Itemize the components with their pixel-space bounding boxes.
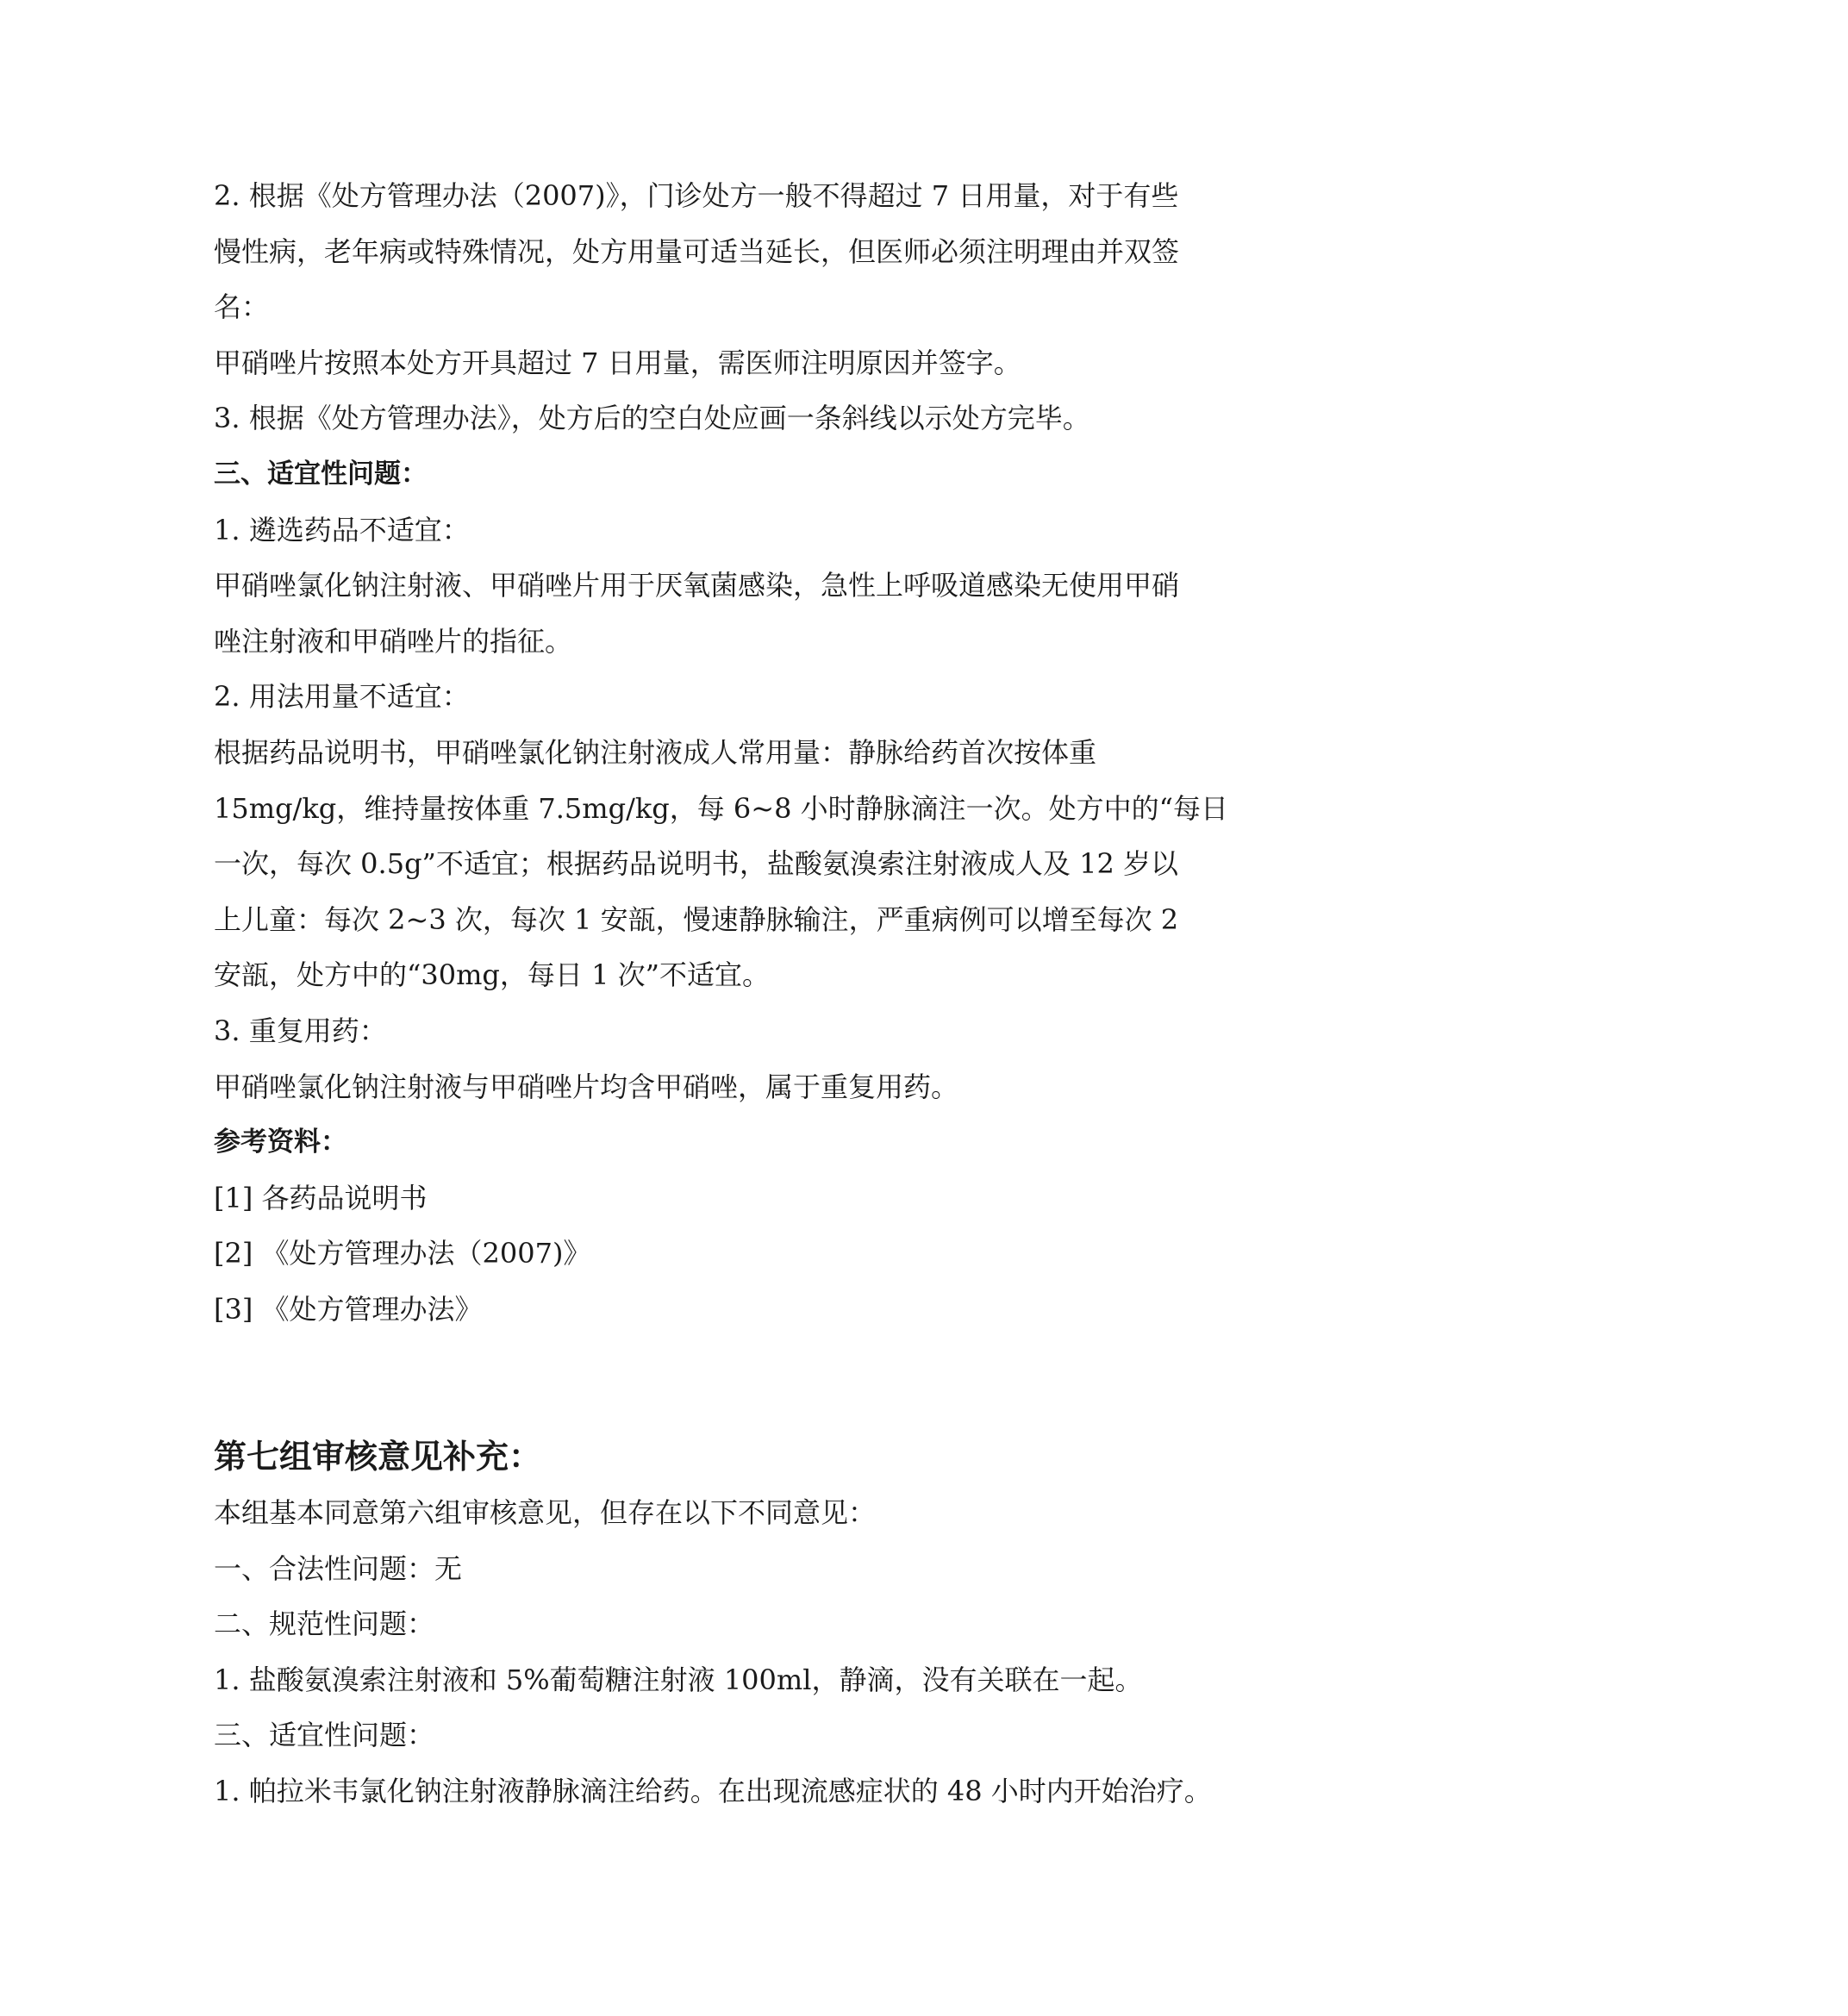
text-line: 一、合法性问题：无	[214, 1551, 463, 1585]
references-heading: 参考资料：	[214, 1127, 347, 1158]
reference-item: [1] 各药品说明书	[214, 1181, 428, 1214]
text-line: 名：	[214, 290, 270, 324]
document-page	[214, 168, 1696, 1819]
text-line: 15mg/kg，维持量按体重 7.5mg/kg，每 6~8 小时静脉滴注一次。处方中的“每日	[214, 791, 1228, 825]
text-line: 本组基本同意第六组审核意见，但存在以下不同意见：	[214, 1496, 877, 1530]
text-line: 2. 用法用量不适宜：	[214, 680, 470, 714]
reference-item: [3] 《处方管理办法》	[214, 1292, 483, 1326]
text-line: 一次，每次 0.5g”不适宜；根据药品说明书，盐酸氨溴索注射液成人及 12 岁以	[214, 847, 1178, 881]
text-line: 3. 根据《处方管理办法》，处方后的空白处应画一条斜线以示处方完毕。	[214, 402, 1090, 435]
section-gap	[214, 1337, 1696, 1429]
text-line: 三、适宜性问题：	[214, 1719, 435, 1752]
text-line: 甲硝唑氯化钠注射液、甲硝唑片用于厌氧菌感染，急性上呼吸道感染无使用甲硝	[214, 569, 1180, 602]
group7-heading: 第七组审核意见补充：	[214, 1438, 542, 1476]
text-line: 1. 帕拉米韦氯化钠注射液静脉滴注给药。在出现流感症状的 48 小时内开始治疗。	[214, 1775, 1212, 1808]
text-line: 安瓿，处方中的“30mg，每日 1 次”不适宜。	[214, 958, 770, 992]
text-line: 1. 遴选药品不适宜：	[214, 513, 470, 546]
text-line: 1. 盐酸氨溴索注射液和 5%葡萄糖注射液 100ml，静滴，没有关联在一起。	[214, 1663, 1143, 1696]
reference-item: [2] 《处方管理办法（2007)》	[214, 1237, 591, 1270]
section-heading-appropriateness: 三、适宜性问题：	[214, 458, 428, 490]
text-line: 甲硝唑氯化钠注射液与甲硝唑片均含甲硝唑，属于重复用药。	[214, 1070, 959, 1103]
text-line: 上儿童：每次 2~3 次，每次 1 安瓿，慢速静脉输注，严重病例可以增至每次 2	[214, 902, 1179, 936]
text-line: 甲硝唑片按照本处方开具超过 7 日用量，需医师注明原因并签字。	[214, 346, 1021, 379]
text-line: 二、规范性问题：	[214, 1607, 435, 1641]
text-line: 根据药品说明书，甲硝唑氯化钠注射液成人常用量：静脉给药首次按体重	[214, 735, 1097, 769]
text-line: 慢性病，老年病或特殊情况，处方用量可适当延长，但医师必须注明理由并双签	[214, 234, 1180, 268]
text-line: 唑注射液和甲硝唑片的指征。	[214, 624, 573, 658]
text-line: 2. 根据《处方管理办法（2007)》，门诊处方一般不得超过 7 日用量，对于有些	[214, 179, 1179, 212]
text-line: 3. 重复用药：	[214, 1014, 387, 1047]
